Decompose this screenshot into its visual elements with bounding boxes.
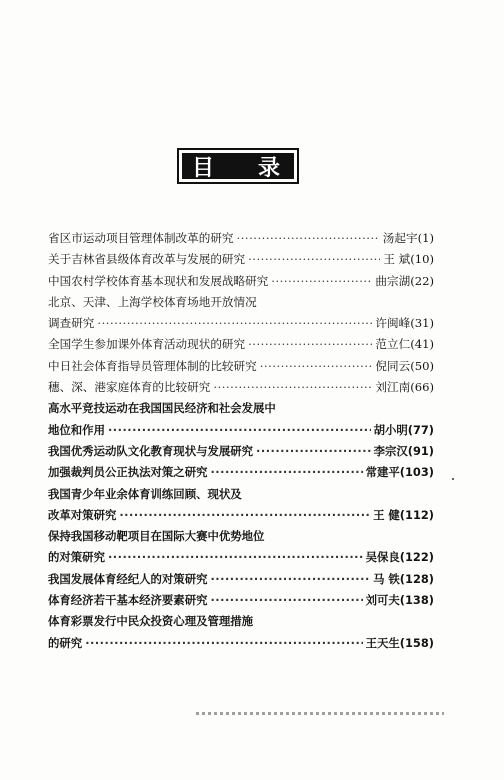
toc-leader-dots — [213, 377, 372, 398]
toc-entry-title: 省区市运动项目管理体制改革的研究 — [48, 231, 234, 245]
toc-entry-title: 保持我国移动靶项目在国际大赛中优势地位 — [48, 529, 265, 544]
toc-entry-line — [48, 505, 434, 526]
toc-entry-title: 加强裁判员公正执法对策之研究 — [48, 465, 208, 480]
toc-entry[interactable] — [48, 484, 434, 527]
toc-entry-author-page: 王天生(158) — [365, 635, 434, 650]
toc-leader-dots — [210, 462, 362, 483]
toc-entry-author-page: 曲宗湖(22) — [375, 273, 434, 288]
scan-artifact-line — [196, 712, 444, 715]
toc-entry-author-page: 常建平(103) — [365, 465, 434, 480]
toc-entry-title: 中国农村学校体育基本现状和发展战略研究 — [48, 273, 269, 288]
toc-entry-line — [48, 356, 434, 377]
toc-entry-line — [48, 377, 434, 398]
toc-entry-line — [48, 271, 434, 292]
toc-entry-author-page: 胡小明(77) — [373, 422, 434, 437]
toc-leader-dots — [271, 271, 372, 292]
toc-entry-line — [48, 569, 434, 590]
toc-entry-title: 调查研究 — [48, 316, 95, 331]
scan-speck — [452, 478, 454, 480]
toc-entry-title: 改革对策研究 — [48, 507, 117, 522]
toc-entry-title: 体育彩票发行中民众投资心理及管理措施 — [48, 614, 254, 629]
toc-entry-line — [48, 313, 434, 334]
toc-entry-line — [48, 633, 434, 654]
toc-entry-title: 高水平竞技运动在我国国民经济和社会发展中 — [48, 401, 276, 416]
toc-entry[interactable] — [48, 292, 434, 335]
toc-heading-char-2: 录 — [257, 154, 280, 181]
toc-entry-author-page: 王 斌(10) — [383, 252, 434, 267]
toc-entry[interactable] — [48, 228, 434, 249]
toc-entry-author-page: 汤起宇(1) — [382, 231, 434, 245]
toc-entry-line — [48, 334, 434, 355]
toc-entry-title: 中日社会体育指导员管理体制的比较研究 — [48, 358, 257, 373]
toc-entry-author-page: 王 健(112) — [373, 507, 434, 522]
toc-entry[interactable] — [48, 590, 434, 611]
toc-leader-dots — [260, 356, 373, 377]
toc-entry-title: 全国学生参加课外体育活动现状的研究 — [48, 337, 246, 352]
toc-entry-author-page: 刘可夫(138) — [365, 593, 434, 608]
toc-entry-line — [48, 611, 434, 632]
toc-entry-title: 地位和作用 — [48, 422, 105, 437]
toc-entry-line — [48, 590, 434, 611]
toc-entry[interactable] — [48, 441, 434, 462]
toc-entry-title: 体育经济若干基本经济要素研究 — [48, 593, 208, 608]
toc-entry-author-page: 马 铁(128) — [373, 571, 434, 586]
toc-leader-dots — [248, 334, 372, 355]
toc-entry[interactable] — [48, 611, 434, 654]
toc-entry-title: 我国优秀运动队文化教育现状与发展研究 — [48, 443, 254, 458]
toc-entry-line — [48, 547, 434, 568]
toc-entry[interactable] — [48, 569, 434, 590]
toc-leader-dots — [256, 441, 371, 462]
toc-entry-author-page: 倪同云(50) — [375, 358, 434, 373]
toc-leader-dots — [237, 228, 380, 249]
toc-entry-line — [48, 420, 434, 441]
toc-entry-line — [48, 228, 434, 249]
toc-leader-dots — [210, 590, 362, 611]
toc-entry-title: 关于吉林省县级体育改革与发展的研究 — [48, 252, 246, 267]
toc-entry-line — [48, 441, 434, 462]
toc-entry-author-page: 吴保良(122) — [365, 550, 434, 565]
toc-entry-line — [48, 398, 434, 419]
toc-entry-author-page: 许闽峰(31) — [375, 316, 434, 331]
toc-entry-title: 的对策研究 — [48, 550, 105, 565]
toc-entry[interactable] — [48, 356, 434, 377]
toc-leader-dots — [108, 420, 371, 441]
toc-entry-line — [48, 462, 434, 483]
toc-entry-author-page: 刘江南(66) — [375, 380, 434, 395]
toc-entry[interactable] — [48, 334, 434, 355]
toc-entry-author-page: 范立仁(41) — [375, 337, 434, 352]
toc-entry[interactable] — [48, 462, 434, 483]
toc-entry-title: 北京、天津、上海学校体育场地开放情况 — [48, 294, 257, 309]
toc-entry[interactable] — [48, 249, 434, 270]
toc-entry-line — [48, 484, 434, 505]
toc-heading — [182, 153, 294, 179]
toc-entry-author-page: 李宗汉(91) — [373, 443, 434, 458]
toc-leader-dots — [119, 505, 370, 526]
toc-entry-title: 我国青少年业余体育训练回顾、现状及 — [48, 486, 242, 501]
toc-entry[interactable] — [48, 398, 434, 441]
toc-entry-title: 的研究 — [48, 635, 83, 650]
toc-leader-dots — [108, 547, 363, 568]
toc-entry-line — [48, 526, 434, 547]
toc-heading-box — [177, 148, 299, 184]
toc-entry[interactable] — [48, 271, 434, 292]
toc-entry-title: 我国发展体育经纪人的对策研究 — [48, 571, 208, 586]
toc-list — [48, 228, 434, 654]
toc-leader-dots — [97, 313, 372, 334]
toc-leader-dots — [210, 569, 370, 590]
toc-entry[interactable] — [48, 377, 434, 398]
toc-entry-line — [48, 249, 434, 270]
toc-leader-dots — [85, 633, 362, 654]
toc-heading-char-1: 目 — [192, 154, 215, 181]
toc-entry[interactable] — [48, 526, 434, 569]
toc-entry-line — [48, 292, 434, 313]
toc-leader-dots — [248, 249, 380, 270]
toc-entry-title: 穗、深、港家庭体育的比较研究 — [48, 380, 211, 395]
